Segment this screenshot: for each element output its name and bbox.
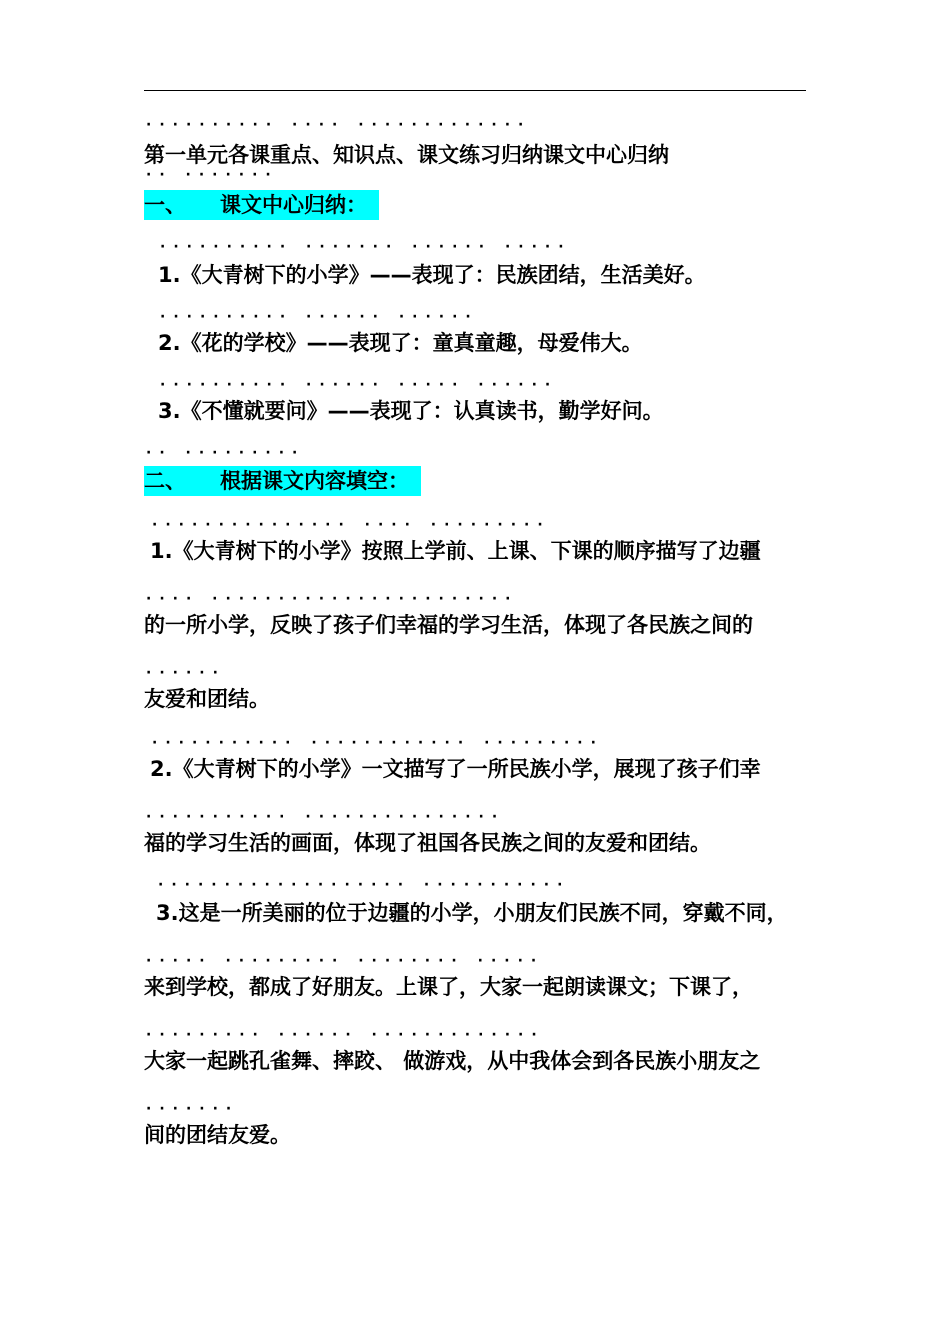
section1-item: 3.《不懂就要问》——表现了：认真读书，勤学好问。 [158,399,664,423]
paragraph-line: 3.这是一所美丽的位于边疆的小学，小朋友们民族不同，穿戴不同， [156,901,788,925]
emphasis-dots: ·········· ······· ······ ····· [160,239,572,255]
emphasis-dots: ··········· ············ ········· [152,735,604,751]
section1-item: 1.《大青树下的小学》——表现了：民族团结，生活美好。 [158,263,706,287]
emphasis-dots: ······ [146,665,226,681]
paragraph-line: 福的学习生活的画面，体现了祖国各民族之间的友爱和团结。 [144,831,711,855]
paragraph-line: 间的团结友爱。 [144,1123,291,1147]
section1-heading [144,190,379,220]
header-rule [144,90,806,91]
section2-heading [144,466,421,496]
section1-item: 2.《花的学校》——表现了：童真童趣，母爱伟大。 [158,331,643,355]
emphasis-dots: ··················· ··········· [158,877,571,893]
section2-heading-text: 根据课文内容填空： [220,469,409,493]
emphasis-dots: ·········· ······ ······ [160,309,479,325]
emphasis-dots: ·· ········· [146,445,306,461]
section1-heading-text: 课文中心归纳： [220,193,367,217]
emphasis-dots: ··············· ···· ········· [152,517,551,533]
emphasis-dots: ·· ······· [146,167,279,183]
emphasis-dots: ········· ······ ············· [146,1027,545,1043]
paragraph-line: 的一所小学，反映了孩子们幸福的学习生活，体现了各民族之间的 [144,613,753,637]
emphasis-dots: ····· ········· ········ ····· [146,953,545,969]
page-title: 第一单元各课重点、知识点、课文练习归纳课文中心归纳 [144,143,669,167]
emphasis-dots: ··········· ··············· [146,809,506,825]
emphasis-dots: ·········· ······ ····· ······ [160,377,559,393]
emphasis-dots: ·········· ···· ············· [146,117,532,133]
section1-heading-num: 一、 [144,193,186,217]
section2-heading-num: 二、 [144,469,186,493]
paragraph-line: 大家一起跳孔雀舞、摔跤、 做游戏，从中我体会到各民族小朋友之 [144,1049,761,1073]
emphasis-dots: ······· [146,1101,240,1117]
emphasis-dots: ···· ······················· [146,591,519,607]
paragraph-line: 友爱和团结。 [144,687,270,711]
paragraph-line: 1.《大青树下的小学》按照上学前、上课、下课的顺序描写了边疆 [150,539,761,563]
paragraph-line: 2.《大青树下的小学》一文描写了一所民族小学，展现了孩子们幸 [150,757,761,781]
paragraph-line: 来到学校，都成了好朋友。上课了，大家一起朗读课文；下课了， [144,975,753,999]
